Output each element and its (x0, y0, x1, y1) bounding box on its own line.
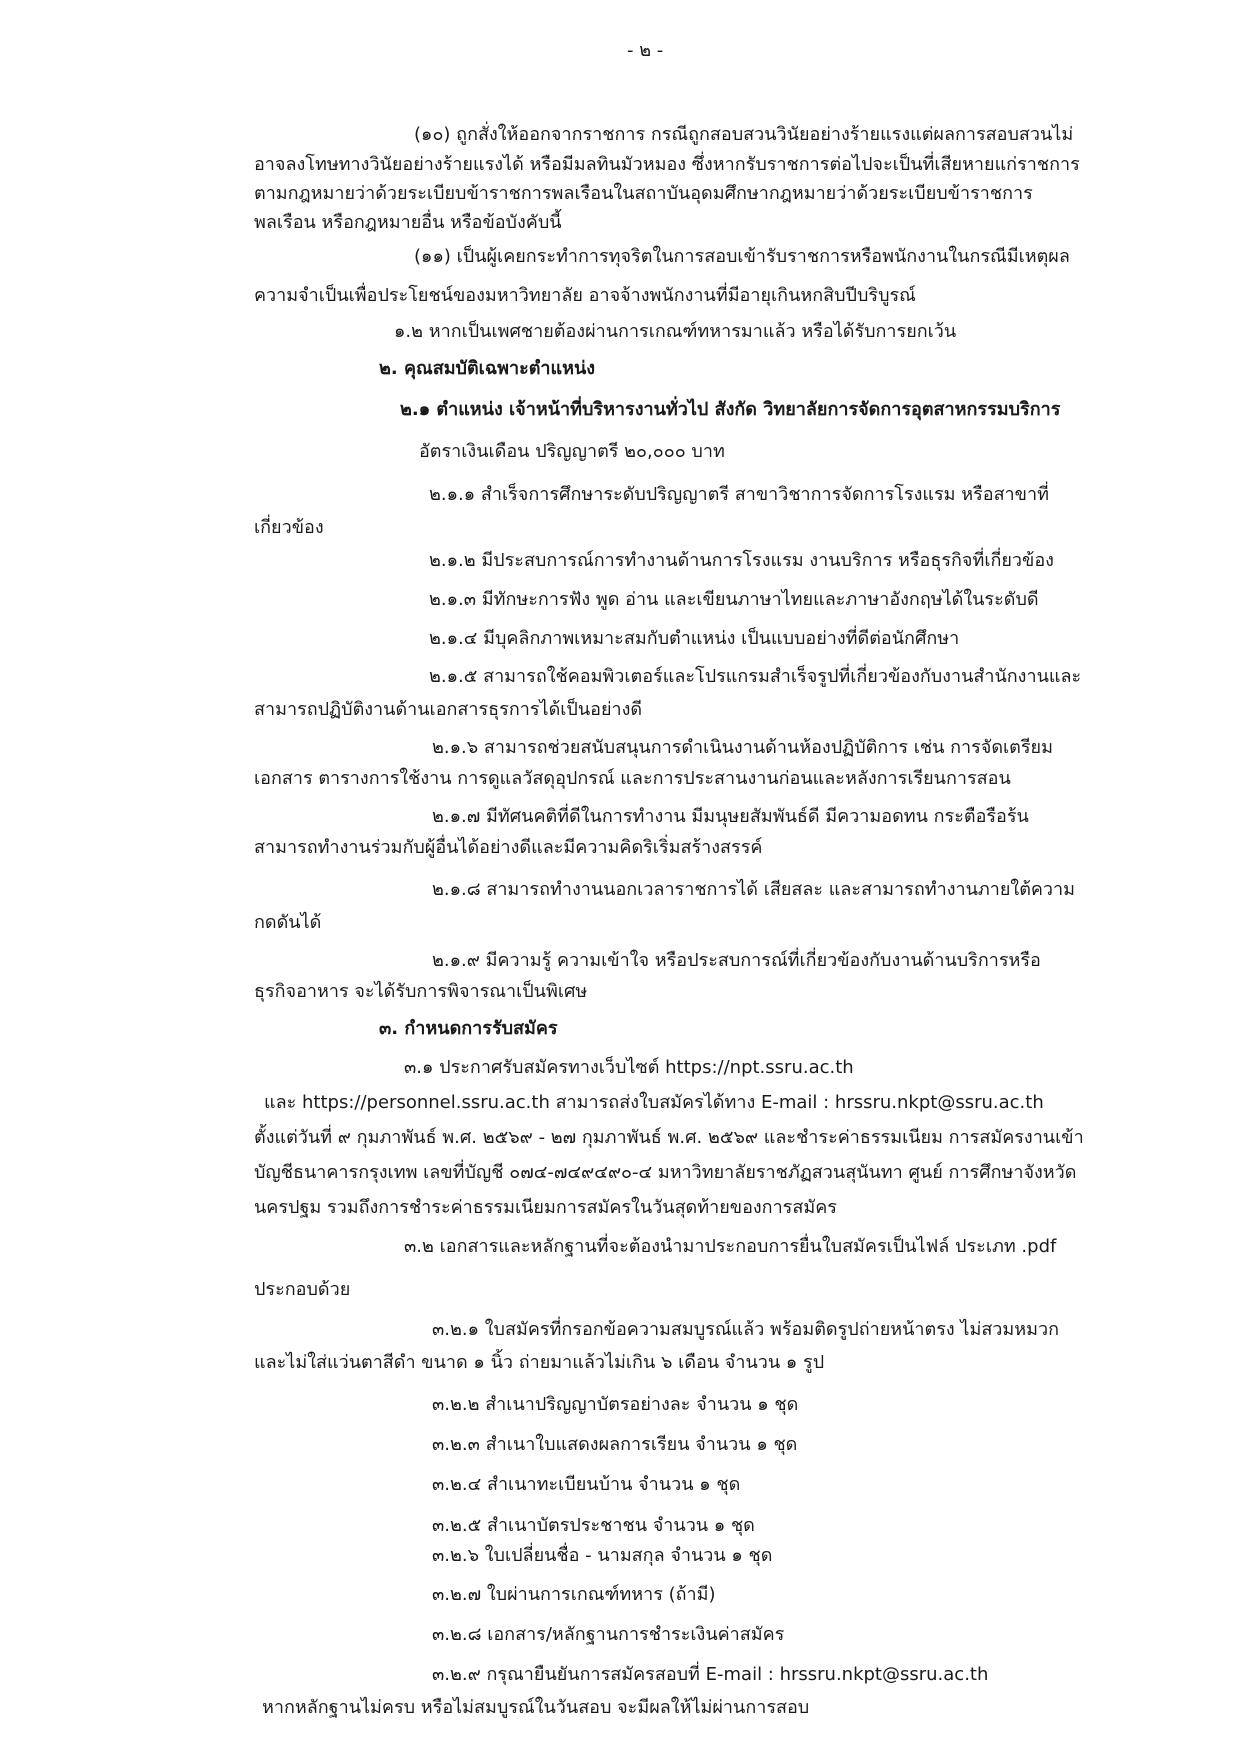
doc-3-2-9: ๓.๒.๙ กรุณายืนยันการสมัครสอบที่ E-mail : hrssru.nkpt@ssru.ac.th (432, 1664, 989, 1685)
para-10-line-3: ตามกฎหมายว่าด้วยระเบียบข้าราชการพลเรือนในสถาบันอุดมศึกษากฎหมายว่าด้วยระเบียบข้าราชการ (254, 183, 1033, 204)
doc-3-2-5: ๓.๒.๕ สำเนาบัตรประชาชน จำนวน ๑ ชุด (432, 1515, 755, 1536)
qual-2-1-7-line-1: ๒.๑.๗ มีทัศนคติที่ดีในการทำงาน มีมนุษยสัมพันธ์ดี มีความอดทน กระตือรือร้น (432, 806, 1029, 827)
doc-3-2-1-line-2: และไม่ใส่แว่นตาสีดำ ขนาด ๑ นิ้ว ถ่ายมาแล้วไม่เกิน ๖ เดือน จำนวน ๑ รูป (254, 1352, 825, 1373)
closing-note: หากหลักฐานไม่ครบ หรือไม่สมบูรณ์ในวันสอบ จะมีผลให้ไม่ผ่านการสอบ (262, 1697, 810, 1718)
doc-3-2-7: ๓.๒.๗ ใบผ่านการเกณฑ์ทหาร (ถ้ามี) (432, 1584, 716, 1605)
doc-3-2-4: ๓.๒.๔ สำเนาทะเบียนบ้าน จำนวน ๑ ชุด (432, 1474, 741, 1495)
salary-rate: อัตราเงินเดือน ปริญญาตรี ๒๐,๐๐๐ บาท (419, 441, 725, 462)
item-3-2-line-1: ๓.๒ เอกสารและหลักฐานที่จะต้องนำมาประกอบการยื่นใบสมัครเป็นไฟล์ ประเภท .pdf (404, 1236, 1057, 1257)
item-3-1-line-1: ๓.๑ ประกาศรับสมัครทางเว็บไซต์ https://npt.ssru.ac.th (404, 1057, 854, 1078)
qual-2-1-1-line-1: ๒.๑.๑ สำเร็จการศึกษาระดับปริญญาตรี สาขาวิชาการจัดการโรงแรม หรือสาขาที่ (429, 484, 1049, 505)
doc-3-2-1-line-1: ๓.๒.๑ ใบสมัครที่กรอกข้อความสมบูรณ์แล้ว พร้อมติดรูปถ่ายหน้าตรง ไม่สวมหมวก (432, 1319, 1060, 1340)
para-10-line-4: พลเรือน หรือกฎหมายอื่น หรือข้อบังคับนี้ (254, 212, 562, 233)
qual-2-1-5-line-1: ๒.๑.๕ สามารถใช้คอมพิวเตอร์และโปรแกรมสำเร็จรูปที่เกี่ยวข้องกับงานสำนักงานและ (429, 666, 1082, 687)
item-3-2-line-2: ประกอบด้วย (254, 1279, 351, 1300)
position-2-1-heading: ๒.๑ ตำแหน่ง เจ้าหน้าที่บริหารงานทั่วไป สังกัด วิทยาลัยการจัดการอุตสาหกรรมบริการ (400, 399, 1061, 420)
qual-2-1-6-line-1: ๒.๑.๖ สามารถช่วยสนับสนุนการดำเนินงานด้านห้องปฏิบัติการ เช่น การจัดเตรียม (432, 737, 1053, 758)
doc-3-2-3: ๓.๒.๓ สำเนาใบแสดงผลการเรียน จำนวน ๑ ชุด (432, 1434, 798, 1455)
qual-2-1-6-line-2: เอกสาร ตารางการใช้งาน การดูแลวัสดุอุปกรณ์ และการประสานงานก่อนและหลังการเรียนการสอน (254, 768, 1011, 789)
item-1-2: ๑.๒ หากเป็นเพศชายต้องผ่านการเกณฑ์ทหารมาแล้ว หรือได้รับการยกเว้น (394, 321, 957, 342)
page-number: - ๒ - (627, 40, 664, 61)
doc-3-2-2: ๓.๒.๒ สำเนาปริญญาบัตรอย่างละ จำนวน ๑ ชุด (432, 1394, 799, 1415)
qual-2-1-9-line-2: ธุรกิจอาหาร จะได้รับการพิจารณาเป็นพิเศษ (254, 981, 588, 1002)
qual-2-1-5-line-2: สามารถปฏิบัติงานด้านเอกสารธุรการได้เป็นอย่างดี (254, 699, 643, 720)
para-10-line-1: (๑๐) ถูกสั่งให้ออกจากราชการ กรณีถูกสอบสวนวินัยอย่างร้ายแรงแต่ผลการสอบสวนไม่ (414, 124, 1074, 145)
doc-3-2-6: ๓.๒.๖ ใบเปลี่ยนชื่อ - นามสกุล จำนวน ๑ ชุด (432, 1545, 773, 1566)
para-10-line-2: อาจลงโทษทางวินัยอย่างร้ายแรงได้ หรือมีมลทินมัวหมอง ซึ่งหากรับราชการต่อไปจะเป็นที่เสียหายแก่ราชการ (254, 154, 1080, 175)
section-2-heading: ๒. คุณสมบัติเฉพาะตำแหน่ง (379, 358, 596, 379)
para-11-line-1: (๑๑) เป็นผู้เคยกระทำการทุจริตในการสอบเข้ารับราชการหรือพนักงานในกรณีมีเหตุผล (414, 246, 1070, 267)
qual-2-1-1-line-2: เกี่ยวข้อง (254, 517, 324, 538)
qual-2-1-8-line-2: กดดันได้ (254, 912, 322, 933)
item-3-1-line-5: นครปฐม รวมถึงการชำระค่าธรรมเนียมการสมัครในวันสุดท้ายของการสมัคร (254, 1197, 837, 1218)
para-11-line-2: ความจำเป็นเพื่อประโยชน์ของมหาวิทยาลัย อาจจ้างพนักงานที่มีอายุเกินหกสิบปีบริบูรณ์ (254, 285, 916, 306)
qual-2-1-9-line-1: ๒.๑.๙ มีความรู้ ความเข้าใจ หรือประสบการณ์ที่เกี่ยวข้องกับงานด้านบริการหรือ (432, 950, 1041, 971)
section-3-heading: ๓. กำหนดการรับสมัคร (379, 1018, 558, 1039)
qual-2-1-2: ๒.๑.๒ มีประสบการณ์การทำงานด้านการโรงแรม งานบริการ หรือธุรกิจที่เกี่ยวข้อง (429, 550, 1054, 571)
item-3-1-line-3: ตั้งแต่วันที่ ๙ กุมภาพันธ์ พ.ศ. ๒๕๖๙ - ๒๗ กุมภาพันธ์ พ.ศ. ๒๕๖๙ และชำระค่าธรรมเนียม การสมัครงานเข้า (254, 1127, 1084, 1148)
qual-2-1-4: ๒.๑.๔ มีบุคลิกภาพเหมาะสมกับตำแหน่ง เป็นแบบอย่างที่ดีต่อนักศึกษา (429, 628, 960, 649)
item-3-1-line-2: และ https://personnel.ssru.ac.th สามารถส่งใบสมัครได้ทาง E-mail : hrssru.nkpt@ssru.ac.th (264, 1092, 1044, 1113)
qual-2-1-8-line-1: ๒.๑.๘ สามารถทำงานนอกเวลาราชการได้ เสียสละ และสามารถทำงานภายใต้ความ (432, 879, 1076, 900)
qual-2-1-7-line-2: สามารถทำงานร่วมกับผู้อื่นได้อย่างดีและมีความคิดริเริ่มสร้างสรรค์ (254, 837, 763, 858)
item-3-1-line-4: บัญชีธนาคารกรุงเทพ เลขที่บัญชี ๐๗๔-๗๔๙๔๙๐-๔ มหาวิทยาลัยราชภัฏสวนสุนันทา ศูนย์ การศึกษาจังหวัด (254, 1162, 1077, 1183)
qual-2-1-3: ๒.๑.๓ มีทักษะการฟัง พูด อ่าน และเขียนภาษาไทยและภาษาอังกฤษได้ในระดับดี (429, 589, 1039, 610)
doc-3-2-8: ๓.๒.๘ เอกสาร/หลักฐานการชำระเงินค่าสมัคร (432, 1624, 785, 1645)
